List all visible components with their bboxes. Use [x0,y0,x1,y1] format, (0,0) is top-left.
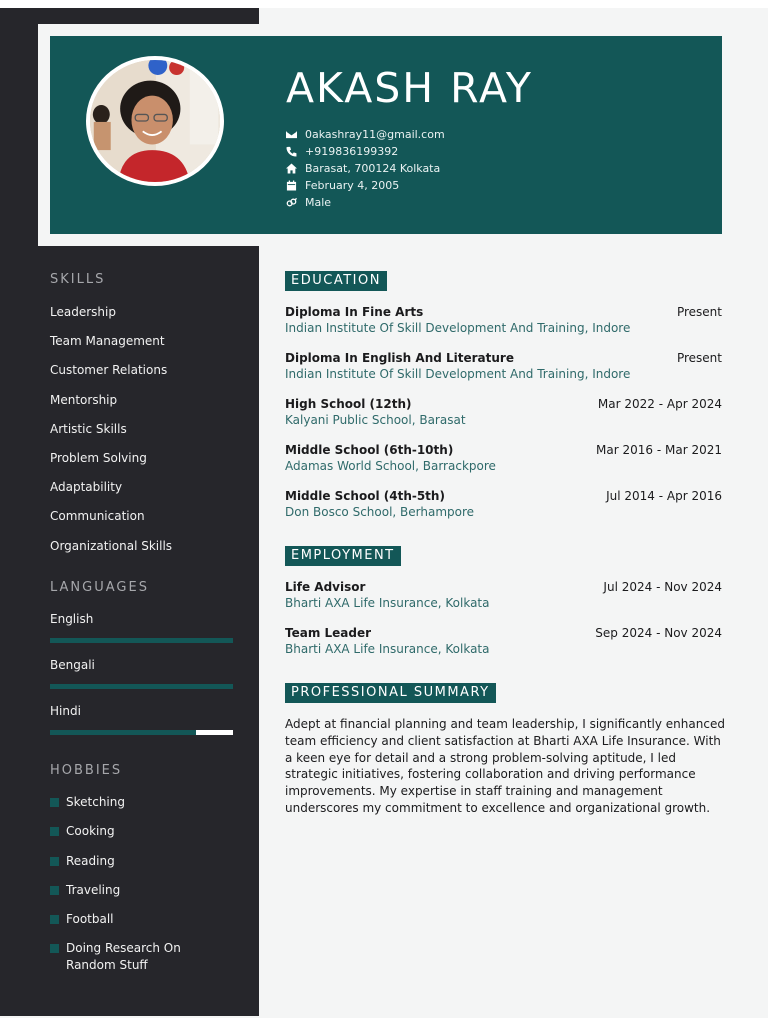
profile-photo [86,56,224,186]
entry-title: Team Leader [285,625,372,640]
education-entry [285,349,722,383]
bullet-square-icon [50,857,59,866]
contact-phone [284,143,445,160]
contact-email [284,126,445,143]
hobby-item [50,882,216,899]
entry-institution: Indian Institute Of Skill Development And Training, Indore [285,321,631,335]
education-entry [285,487,722,521]
home-icon [284,163,298,175]
contact-gender [284,194,445,211]
phone-text[interactable]: +919836199392 [305,145,399,158]
hobbies-list [50,794,216,987]
education-entry [285,395,722,429]
skill-item: Adaptability [50,480,123,495]
language-name: English [50,612,94,626]
hobby-item [50,794,216,811]
contact-address [284,160,445,177]
language-level-bar [50,638,233,643]
hobby-item [50,940,216,974]
skills-list [50,302,172,565]
bullet-square-icon [50,827,59,836]
hobby-item [50,911,216,928]
entry-company: Bharti AXA Life Insurance, Kolkata [285,642,490,656]
entry-title: Middle School (4th-5th) [285,488,445,503]
education-entry [285,441,722,475]
skill-item: Organizational Skills [50,538,173,553]
skill-item: Problem Solving [50,450,147,465]
entry-date: Mar 2016 - Mar 2021 [596,442,722,457]
hobby-text: Football [66,912,114,927]
skill-item: Artistic Skills [50,421,127,436]
hobby-text: Cooking [66,824,115,839]
email-text[interactable]: 0akashray11@gmail.com [305,128,445,141]
candidate-name: AKASH RAY [286,64,533,112]
contact-birthdate [284,177,445,194]
language-hindi [50,702,233,735]
entry-title: Diploma In Fine Arts [285,304,424,319]
gender-text: Male [305,196,332,209]
skill-item: Customer Relations [50,363,168,378]
entry-institution: Indian Institute Of Skill Development And Training, Indore [285,367,631,381]
phone-icon [284,146,298,158]
employment-heading: EMPLOYMENT [285,546,401,566]
language-bengali [50,656,233,689]
hobby-item [50,823,216,840]
language-level-fill [50,730,196,735]
skill-item: Leadership [50,305,116,319]
email-icon [284,129,298,141]
hobbies-heading: HOBBIES [50,763,123,778]
bullet-square-icon [50,798,59,807]
entry-date: Jul 2014 - Apr 2016 [606,488,722,503]
calendar-icon [284,180,298,192]
entry-company: Bharti AXA Life Insurance, Kolkata [285,596,490,610]
contact-list [284,126,445,211]
language-level-fill [50,684,233,689]
hobby-item [50,853,216,870]
employment-entry [285,624,722,658]
entry-title: Diploma In English And Literature [285,350,514,365]
language-level-bar [50,730,233,735]
bullet-square-icon [50,944,59,953]
education-entry [285,303,722,337]
bullet-square-icon [50,886,59,895]
skill-item: Mentorship [50,392,118,407]
summary-text: Adept at financial planning and team leadership, I significantly enhanced team efficiency and client satisfaction at Bharti AXA Life Insurance. With a keen eye for detail and a strong problem-solving aptitude, I led strategic initiatives, fostering collaboration and driving performance improvements. My expertise in staff training and management underscores my commitment to excellence and organizational growth. [285,717,725,815]
language-name: Hindi [50,704,81,718]
entry-date: Present [676,350,722,365]
skill-item: Communication [50,509,145,524]
entry-institution: Kalyani Public School, Barasat [285,413,466,427]
entry-institution: Adamas World School, Barrackpore [285,459,496,473]
birthdate-text: February 4, 2005 [305,179,400,192]
summary-heading: PROFESSIONAL SUMMARY [285,683,496,703]
skills-heading: SKILLS [50,272,106,287]
hobby-text: Traveling [66,882,121,897]
entry-title: Middle School (6th-10th) [285,442,454,457]
entry-title: Life Advisor [285,579,366,594]
entry-title: High School (12th) [285,396,412,411]
employment-entry [285,578,722,612]
entry-institution: Don Bosco School, Berhampore [285,505,475,519]
education-heading: EDUCATION [285,271,387,291]
entry-date: Present [676,304,722,319]
entry-date: Jul 2024 - Nov 2024 [603,579,722,594]
language-name: Bengali [50,658,95,672]
entry-date: Sep 2024 - Nov 2024 [595,625,722,640]
language-level-fill [50,638,233,643]
gender-icon [284,197,298,209]
languages-heading: LANGUAGES [50,580,149,595]
skill-item: Team Management [50,334,165,349]
hobby-text: Sketching [66,795,125,809]
language-english [50,610,233,643]
entry-date: Mar 2022 - Apr 2024 [597,396,722,411]
hobby-text: Reading [66,853,115,868]
language-level-bar [50,684,233,689]
address-text: Barasat, 700124 Kolkata [305,162,441,175]
hobby-text: Doing Research On Random Stuff [66,941,181,973]
bullet-square-icon [50,915,59,924]
